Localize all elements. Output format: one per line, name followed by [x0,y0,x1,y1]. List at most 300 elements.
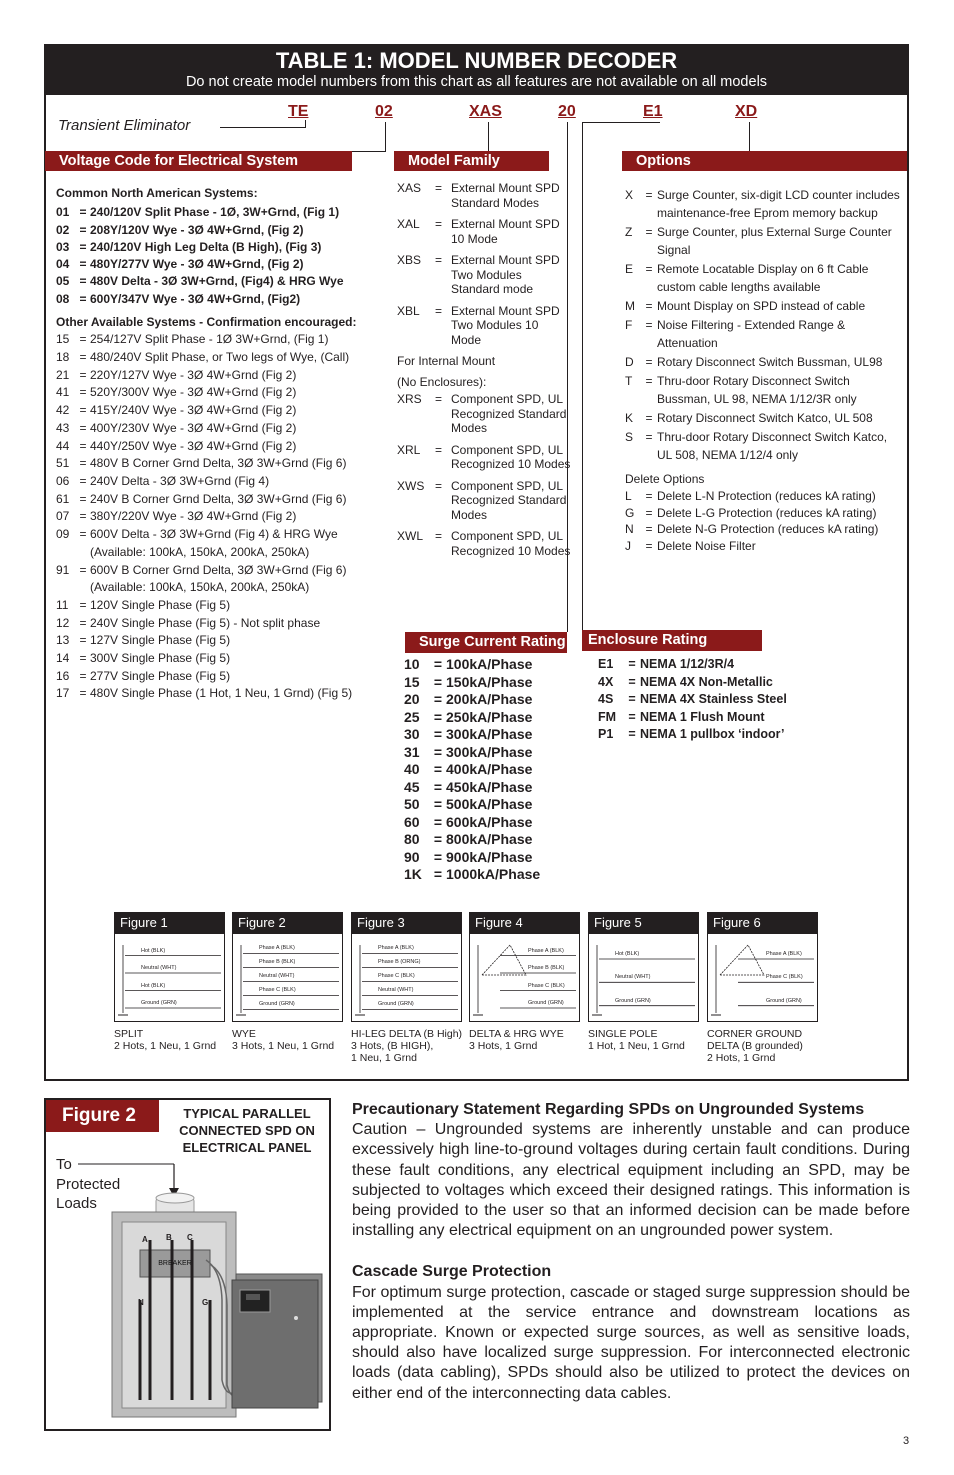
list-item [56,526,386,544]
item-equals: = [628,727,636,741]
item-code: E [625,262,634,276]
item-description: 240/120V Split Phase - 1Ø, 3W+Grnd, (Fig 1) [90,205,340,220]
item-equals: = [645,188,653,202]
list-item [56,597,386,615]
item-code: 30 [404,726,420,742]
item-equals: = [435,442,443,457]
item-description: 220Y/127V Wye - 3Ø 4W+Grnd (Fig 2) [90,367,297,382]
item-description: 480V B Corner Grnd Delta, 3Ø 3W+Grnd (Fig 6) [90,456,347,471]
item-description: Thru-door Rotary Disconnect Switch Bussman, UL 98, NEMA 1/12/3R only [657,374,857,406]
item-equals: = [628,692,636,706]
item-code: 02 [56,222,70,237]
wiring-figure [351,912,462,1022]
item-code: 41 [56,385,70,400]
list-item [404,796,564,814]
wire-label: Phase A (BLK) [378,945,414,952]
item-description: Remote Locatable Display on 6 ft Cable custom cable lengths available [657,262,869,294]
item-equals: = [433,726,443,742]
list-item [56,632,386,650]
wire-label: Phase A (BLK) [766,951,802,957]
item-code: 11 [56,597,69,612]
item-equals: = [79,562,87,577]
item-code: 4S [598,692,614,706]
family-section [397,181,587,565]
figure-caption [469,1028,594,1052]
list-item [56,650,386,668]
item-code: 61 [56,491,70,506]
item-description: 1000kA/Phase [446,866,541,882]
item-equals: = [79,222,87,237]
breaker-label: BREAKER [158,1260,192,1267]
item-code: T [625,374,633,388]
other-systems-list [56,331,386,703]
item-description: 200kA/Phase [446,691,533,707]
item-description: 900kA/Phase [446,848,533,865]
list-item [56,668,386,686]
figure2-label: Figure 2 [46,1100,159,1132]
item-equals: = [433,778,443,795]
item-description: 120V Single Phase (Fig 5) [90,597,231,612]
item-description: NEMA 1 pullbox ‘indoor’ [640,727,785,741]
item-description: 240/120V High Leg Delta (B High), (Fig 3) [90,239,322,254]
item-code [56,579,76,597]
item-description: Component SPD, UL Recognized 10 Modes [451,529,571,558]
figure-caption [351,1028,476,1064]
table-subtitle: Do not create model numbers from this chart as all features are not available on all models [185,74,768,90]
common-systems-heading: Common North American Systems: [56,186,258,200]
enclosure-heading: Enclosure Rating [582,630,762,651]
list-item [56,239,386,256]
item-description: 400kA/Phase [446,761,533,777]
wire-label: Ground (GRN) [141,1000,177,1006]
list-item [404,779,564,797]
loads-line: Loads [56,1195,97,1212]
item-equals: = [433,673,443,690]
item-equals: = [79,509,87,524]
item-description: 400Y/230V Wye - 3Ø 4W+Grnd (Fig 2) [90,420,297,435]
item-code: 06 [56,474,70,488]
loads-line: Protected [56,1175,121,1193]
item-equals: = [79,527,87,542]
item-equals: = [79,615,87,630]
item-equals: = [79,651,87,666]
list-item [397,443,587,472]
item-equals: = [645,318,653,332]
item-description: 240V Single Phase (Fig 5) - Not split phase [90,615,321,630]
item-code: 90 [404,848,420,865]
list-item [625,428,905,464]
caption-line: 3 Hots, (B HIGH), [351,1040,434,1052]
item-description: 254/127V Split Phase - 1Ø 3W+Grnd, (Fig 1) [90,332,329,347]
list-item [56,579,386,597]
item-equals: = [79,456,87,471]
item-description: (Available: 100kA, 150kA, 200kA, 250kA) [90,544,310,559]
item-description: Thru-door Rotary Disconnect Switch Katco, UL 508, NEMA 1/12/4 only [657,430,888,462]
item-code: 01 [56,205,70,220]
options-list [625,186,905,464]
item-description: 250kA/Phase [446,708,533,725]
figure-caption [588,1028,713,1052]
connector-line [749,122,750,152]
item-description: Mount Display on SPD instead of cable [657,299,866,313]
item-code: 44 [56,438,70,453]
list-item [598,709,798,727]
list-item [625,260,905,296]
item-code: M [625,299,635,313]
list-item [625,186,905,222]
wiring-figure [114,912,225,1022]
code-enclosure: E1 [643,103,663,120]
wire-label: Phase C (BLK) [378,973,415,980]
wiring-figure [588,912,699,1022]
figure-caption [707,1028,832,1064]
list-item [56,685,386,703]
item-code: FM [598,709,617,724]
item-code: 10 [404,656,420,672]
item-equals: = [433,691,443,707]
item-description: External Mount SPD 10 Mode [451,217,560,246]
item-code: 91 [56,562,70,577]
list-item [598,656,798,674]
item-description: 600Y/347V Wye - 3Ø 4W+Grnd, (Fig2) [90,291,301,306]
item-equals: = [433,708,443,725]
item-code: 1K [404,866,422,882]
list-item [625,521,905,538]
figure-label: Figure 4 [470,913,579,934]
item-code: 4X [598,674,614,689]
bus-b-label: B [166,1233,172,1242]
wire-label: Phase C (BLK) [766,974,803,981]
wire-label: Phase A (BLK) [528,947,564,954]
item-code: 42 [56,403,70,418]
wire-label: Neutral (WHT) [378,987,414,994]
item-equals: = [79,474,87,488]
item-description: 500kA/Phase [446,796,533,812]
connector-line [220,127,306,128]
wire-label: Ground (GRN) [378,1001,414,1008]
item-description: Delete L-G Protection (reduces kA rating) [657,505,877,520]
item-description: 208Y/120V Wye - 3Ø 4W+Grnd, (Fig 2) [90,222,304,237]
item-description: 600V B Corner Grnd Delta, 3Ø 3W+Grnd (Fig 6) [90,562,347,577]
item-equals: = [79,633,87,648]
item-description: 480/240V Split Phase, or Two legs of Wye, (Call) [90,350,350,365]
code-surge: 20 [558,103,576,120]
item-equals: = [645,411,653,425]
item-description: 600V Delta - 3Ø 3W+Grnd (Fig 4) & HRG Wye [90,527,338,542]
list-item [404,849,564,867]
caption-line: 2 Hots, 1 Neu, 1 Grnd [114,1040,217,1052]
list-item [56,508,386,526]
item-equals: = [645,505,653,520]
item-code: 40 [404,761,420,777]
item-equals: = [645,522,653,536]
item-code: P1 [598,727,614,741]
item-code: 80 [404,831,420,847]
item-code: Z [625,225,633,239]
item-description: Component SPD, UL Recognized 10 Modes [451,442,571,471]
list-item [56,331,386,349]
list-item [56,384,386,402]
item-description: 480V Single Phase (1 Hot, 1 Neu, 1 Grnd) (Fig 5) [90,686,353,701]
list-item [625,505,905,522]
transient-eliminator-label: Transient Eliminator [58,117,191,134]
wire-label: Hot (BLK) [141,947,166,954]
caption-line: DELTA (B grounded) [707,1040,803,1052]
list-item [56,473,386,491]
loads-line: To [56,1156,72,1173]
item-equals: = [79,597,87,612]
code-te: TE [288,103,309,120]
list-item [56,544,386,562]
wiring-figure [232,912,343,1022]
caption-line: 1 Hot, 1 Neu, 1 Grnd [588,1040,685,1052]
caption-line: SINGLE POLE [588,1028,658,1040]
item-code: 25 [404,708,420,725]
item-description: (Available: 100kA, 150kA, 200kA, 250kA) [90,580,310,595]
item-description: 480Y/277V Wye - 3Ø 4W+Grnd, (Fig 2) [90,257,304,272]
list-item [625,538,905,555]
item-equals: = [435,217,443,231]
list-item [397,479,587,523]
list-item [397,181,587,210]
item-code: XBS [397,253,422,267]
bus-n-label: N [138,1298,144,1307]
item-code: 14 [56,651,70,666]
item-code: 45 [404,778,420,795]
item-description: Rotary Disconnect Switch Bussman, UL98 [657,355,883,369]
item-description: 300kA/Phase [446,743,533,760]
list-item [404,726,564,744]
list-item [56,349,386,367]
caption-line: SPLIT [114,1028,144,1040]
list-item [598,691,798,709]
item-description: Surge Counter, plus External Surge Counter Signal [657,225,892,257]
item-equals [76,579,90,597]
list-item [56,438,386,456]
item-equals: = [645,489,653,503]
item-equals: = [79,367,87,382]
connector-line [488,122,489,152]
wire-label: Neutral (WHT) [615,974,651,981]
item-code: XWL [397,529,424,543]
caption-line: 3 Hots, 1 Grnd [469,1040,538,1052]
item-equals: = [433,813,443,830]
connector-line [385,122,386,152]
item-equals: = [433,796,443,812]
family-list [397,181,587,347]
wire-label: Phase B (BLK) [259,959,296,966]
item-description: 127V Single Phase (Fig 5) [90,633,231,648]
item-code: 08 [56,291,70,306]
item-code: 20 [404,691,420,707]
enclosure-list [598,656,798,744]
list-item [397,392,587,436]
caption-line: 1 Neu, 1 Grnd [351,1052,417,1064]
caption-line: DELTA & HRG WYE [469,1028,564,1040]
item-description: 440Y/250V Wye - 3Ø 4W+Grnd (Fig 2) [90,438,297,453]
list-item [56,204,386,221]
caption-line: HI-LEG DELTA (B High) [351,1028,463,1040]
list-item [404,674,564,692]
item-code: 16 [56,668,70,683]
item-code: 43 [56,420,70,435]
list-item [397,529,587,558]
item-equals: = [79,350,87,365]
item-description: NEMA 1/12/3R/4 [640,657,735,671]
item-code [56,544,76,562]
item-description: 800kA/Phase [446,831,533,847]
item-description: 240V B Corner Grnd Delta, 3Ø 3W+Grnd (Fig 6) [90,491,347,506]
list-item [404,761,564,779]
item-equals: = [645,430,653,444]
item-equals: = [435,392,443,406]
figure-caption [114,1028,239,1052]
item-code: 05 [56,274,70,289]
surge-list [404,656,564,884]
item-equals: = [79,420,87,435]
item-code: E1 [598,657,614,671]
item-code: N [625,522,634,536]
wire-label: Phase A (BLK) [259,945,295,952]
item-code: 31 [404,743,420,760]
list-item [404,744,564,762]
item-equals: = [79,257,87,272]
wire-label: Ground (GRN) [615,997,651,1004]
caption-line: 2 Hots, 1 Grnd [707,1052,776,1064]
list-item [56,256,386,273]
item-equals: = [433,831,443,847]
code-options: XD [735,103,758,120]
item-code: K [625,411,634,425]
bus-g-label: G [202,1298,209,1307]
list-item [56,455,386,473]
item-code: 09 [56,527,70,542]
wiring-diagram [115,935,224,1021]
item-equals: = [79,668,87,683]
list-item [404,866,564,884]
wiring-figure [469,912,580,1022]
bus-a-label: A [142,1235,148,1244]
item-description: Component SPD, UL Recognized Standard Modes [451,478,567,522]
wire-label: Phase B (BLK) [528,965,565,971]
item-code: 04 [56,257,70,272]
item-equals: = [628,657,636,671]
page-number: 3 [903,1435,910,1447]
item-equals: = [628,674,636,689]
item-description: Delete Noise Filter [657,538,756,553]
item-description: NEMA 4X Stainless Steel [640,692,787,706]
list-item [56,420,386,438]
wiring-figure [707,912,818,1022]
item-description: Surge Counter, six-digit LCD counter includes maintenance-free Eprom memory backup [657,188,900,220]
item-equals: = [645,299,653,313]
item-equals: = [433,761,443,777]
item-description: 415Y/240V Wye - 3Ø 4W+Grnd (Fig 2) [90,403,297,418]
item-code: 15 [404,673,420,690]
caption-line: 3 Hots, 1 Neu, 1 Grnd [232,1040,335,1052]
item-equals: = [79,274,87,289]
item-description: 300V Single Phase (Fig 5) [90,651,231,666]
list-item [625,223,905,259]
list-item [56,491,386,509]
voltage-heading: Voltage Code for Electrical System [45,151,352,171]
other-systems-heading: Other Available Systems - Confirmation encouraged: [56,315,357,330]
item-equals: = [435,253,443,267]
list-item [56,291,386,308]
surge-heading: Surge Current Rating [405,632,567,653]
precaution-heading: Precautionary Statement Regarding SPDs on Ungrounded Systems [352,1101,865,1118]
wire-label: Phase C (BLK) [259,987,296,994]
item-description: Component SPD, UL Recognized Standard Modes [451,392,567,435]
item-equals: = [79,205,87,220]
list-item [625,316,905,352]
item-description: 450kA/Phase [446,778,533,795]
list-item [404,831,564,849]
item-code: J [625,538,631,553]
item-code: 50 [404,796,420,812]
item-code: G [625,505,635,520]
common-systems-list [56,204,386,308]
internal-family-list [397,392,587,558]
item-code: 15 [56,332,70,347]
item-code: XBL [397,303,420,318]
item-code: 17 [56,686,70,701]
item-description: Delete L-N Protection (reduces kA rating) [657,489,876,503]
options-heading: Options [622,151,907,171]
list-item [598,674,798,692]
item-equals: = [79,239,87,254]
table-title: TABLE 1: MODEL NUMBER DECODER [275,48,678,73]
item-equals: = [79,438,87,453]
item-code: 60 [404,813,420,830]
connector-line [582,122,660,123]
item-description: 240V Delta - 3Ø 3W+Grnd (Fig 4) [90,474,270,488]
item-equals: = [645,374,653,388]
title-bar [44,44,909,95]
item-code: L [625,489,632,503]
list-item [625,353,905,371]
list-item [56,402,386,420]
list-item [56,273,386,290]
item-equals: = [433,866,443,882]
list-item [397,253,587,297]
code-voltage: 02 [375,103,393,120]
list-item [56,367,386,385]
no-enclosures-label: (No Enclosures): [397,374,487,389]
notes-section [352,1100,910,1404]
item-code: 03 [56,239,70,254]
item-code: X [625,188,634,202]
figure2-title-line: ELECTRICAL PANEL [182,1140,312,1155]
item-equals: = [433,848,443,865]
connector-line [352,151,386,152]
list-item [56,615,386,633]
list-item [404,656,564,674]
item-equals: = [435,529,443,543]
caption-line: WYE [232,1028,256,1040]
item-description: Delete N-G Protection (reduces kA rating) [657,522,879,536]
item-equals: = [435,303,443,318]
figure-caption [232,1028,357,1052]
item-equals: = [79,403,87,418]
item-code: 07 [56,509,70,524]
item-equals: = [79,291,87,306]
voltage-section [56,185,386,703]
code-family: XAS [469,103,502,120]
item-description: 480V Delta - 3Ø 3W+Grnd, (Fig4) & HRG Wye [90,274,344,289]
item-description: External Mount SPD Two Modules Standard mode [451,253,560,296]
item-description: 150kA/Phase [446,673,533,690]
